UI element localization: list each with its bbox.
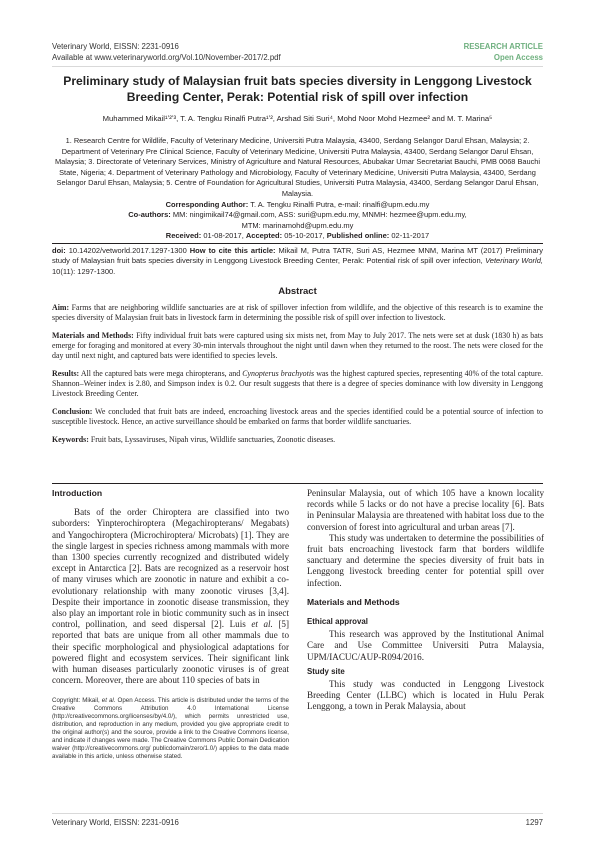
results-text-b: was the highest captured species, representing 40% of the total capture. Shannon–Weiner index is 2.80, and Simpson index is 0.2. Our result suggests that there is a degree of species dominance with low diversity in Lenggong Livestock Breeding Center. (52, 369, 543, 398)
cite-label: How to cite this article: (189, 246, 276, 255)
aim-label: Aim: (52, 303, 70, 312)
published-date: 02-11-2017 (391, 231, 430, 241)
cite-journal: Veterinary World, (485, 256, 543, 266)
article-type-block (464, 42, 543, 63)
copyright-etal: et al. (101, 697, 116, 704)
footer-journal: Veterinary World, EISSN: 2231-0916 (52, 818, 179, 827)
accepted-date: 05-10-2017, (284, 231, 325, 241)
methods-label: Materials and Methods: (52, 331, 134, 341)
page-number: 1297 (525, 818, 543, 827)
results-species: Cynopterus brachyotis (242, 369, 315, 379)
received-label: Received: (165, 231, 202, 241)
received-date: 01-08-2017, (203, 231, 244, 241)
doi-block (52, 246, 543, 277)
co-authors-label: Co-authors: (128, 210, 171, 220)
abstract-body (52, 303, 543, 453)
cite-tail: 10(11): 1297-1300. (52, 266, 116, 276)
published-label: Published online: (326, 231, 390, 241)
cite-text: Mikail M, Putra TATR, Suri AS, Hezmee MNM, Marina MT (2017) Preliminary study of Malaysian fruit bats species diversity in Lenggong Livestock Breeding Center, Perak: Potential risk of spill over infection, (52, 246, 543, 266)
abstract-conclusion (52, 407, 543, 427)
co-authors-text[interactable]: MM: ningimikail74@gmail.com, ASS: suri@upm.edu.my, MNMH: hezmee@upm.edu.my, (172, 210, 467, 220)
accepted-label: Accepted: (245, 231, 283, 241)
keywords-text: Fruit bats, Lyssaviruses, Nipah virus, Wildlife sanctuaries, Zoonotic diseases. (90, 435, 336, 445)
doi-divider (52, 243, 543, 244)
corresponding-author-text[interactable]: T. A. Tengku Rinalfi Putra, e-mail: rinalfi@upm.edu.my (250, 200, 430, 209)
copyright-b: Open Access. This article is distributed under the terms of the Creative Commons Attribution 4.0 International License (http://creativecommons.org/licenses/by/4.0/), which permits unrestricted use, distribution, and reproduction in any medium, provided you give appropriate credit to the original author(s) and the source, provide a link to the Creative Commons license, and indicate if changes were made. The Creative Commons Public Domain Dedication waiver (http://creativecommons.org/ publicdomain/zero/1.0/) applies to the data made available in this article, unless otherwise stated. (52, 697, 289, 760)
study-site-text: This study was conducted in Lenggong Livestock Breeding Center (LLBC) which is located in Hulu Perak Lenggong, a town in Perak Malaysia, about (307, 679, 544, 712)
introduction-heading: Introduction (52, 488, 103, 498)
aim-text: Farms that are neighboring wildlife sanctuaries are at risk of spillover infection from wildlife, and the objective of this research is to examine the species diversity of Malaysian fruit bats in livestock farm in determining the possible risk of spill over infection to livestock. (52, 303, 543, 322)
conclusion-text: We concluded that fruit bats are indeed, encroaching livestock areas and the species identified could be a potential source of infection to susceptible livestock. Hence, an active surveillance should be embarked on farms that border wildlife sanctuaries. (52, 407, 543, 427)
intro-paragraph-1-continued: Peninsular Malaysia, out of which 105 have a known locality records while 5 lacks or do not have a precise locality [6]. Bats in Peninsular Malaysia are threatened with habitat loss due to the conversion of forest into agricultural and urban areas [7]. (307, 488, 544, 532)
doi-label: doi: (52, 246, 66, 255)
intro-p1-b: [5] reported that bats are unique from all other mammals due to their specific morphological and physiological adaptations for powered flight and ecosystem services. Their significant link with human diseases particularly zoonotic viruses is of great concern. Moreover, there are about 110 species of bats in (52, 619, 290, 686)
study-site-heading: Study site (307, 666, 345, 676)
co-authors-line (52, 210, 543, 220)
intro-p1-a: Bats of the order Chiroptera are classified into two suborders: Yinpterochiroptera (Megachiropterans/ Megabats) and Yangochiroptera (Microchiroptera/ Microbats) [1]. They are the single largest in species richness among mammals with more than 1300 species currently recognized and distributed widely except in Antarctica [2]. Bats are recognized as a reservoir host of many viruses which are zoonotic in nature and exhibit a co-evolutionary relationship with many zoonotic viruses [3,4]. Despite their importance in zoonotic disease transmission, they also play an important role in biotic community such as in insect control, pollination, and seed dispersal [2]. Luis (52, 507, 289, 630)
abstract-keywords (52, 435, 543, 445)
keywords-label: Keywords: (52, 435, 89, 445)
header-divider (52, 66, 543, 67)
intro-paragraph-2: This study was undertaken to determine the possibilities of fruit bats encroaching livestock farm that borders wildlife sanctuary and determine the species diversity of fruit bats in Lenggong livestock breeding center for potential spill over infection. (307, 532, 544, 588)
open-access-label: Open Access (493, 52, 543, 62)
footer-divider (52, 813, 543, 814)
ethical-approval-heading: Ethical approval (307, 617, 368, 627)
abstract-divider (52, 483, 543, 484)
author-list: Muhammed Mikail¹ʼ²ʼ³, T. A. Tengku Rinalfi Putra¹ʼ², Arshad Siti Suri⁴, Mohd Noor Mohd Hezmee² and M. T. Marina⁵ (102, 114, 493, 123)
abstract-heading: Abstract (278, 286, 317, 297)
methods-heading: Materials and Methods (307, 596, 400, 607)
results-text-a: All the captured bats were mega chiropterans, and (80, 369, 241, 379)
paper-title: Preliminary study of Malaysian fruit bats species diversity in Lenggong Livestock Breeding Center, Perak: Potential risk of spill over infection (63, 74, 532, 104)
affiliations: 1. Research Centre for Wildlife, Faculty of Veterinary Medicine, Universiti Putra Malaysia, 43400, Serdang Selangor Darul Ehsan, Malaysia; 2. Department of Veterinary Pre Clinical Science, Faculty of Veterinary Medicine, Universiti Putra Malaysia, 43400, Serdang Selangor Darul Ehsan, Malaysia; 3. Directorate of Veterinary Services, Ministry of Agriculture and Natural Resources, Abubakar Umar Secretariat Bauchi, PMB 0068 Bauchi State, Nigeria; 4. Department of Veterinary Pathology and Microbiology, Faculty of Veterinary Medicine, Universiti Putra Malaysia, 43400, Serdang Selangor Darul Ehsan, Malaysia; 5. Centre of Foundation for Agricultural Studies, Universiti Putra Malaysia, 43400, Serdang Selangor Darul Ehsan, Malaysia. (54, 136, 541, 198)
article-type: RESEARCH ARTICLE (463, 42, 543, 51)
corresponding-author-label: Corresponding Author: (165, 200, 249, 209)
abstract-methods (52, 331, 543, 361)
contact-block (52, 200, 543, 242)
copyright-a: Copyright: Mikail, (52, 697, 100, 704)
methods-text: Fifty individual fruit bats were captured using six mists net, from May to July 2017. The nets were set at dusk (1830 h) as bats emerge for foraging and monitored at every 30-min intervals throughout the night until dawn when they returned to the roost. The nets were closed for the day until next night, and captured bats were identified to species levels. (52, 331, 543, 360)
co-authors-line-2[interactable]: MTM: marinamohd@upm.edu.my (241, 220, 354, 230)
right-column (307, 488, 544, 713)
intro-paragraph-1 (52, 507, 289, 686)
results-label: Results: (52, 369, 80, 379)
journal-line: Veterinary World, EISSN: 2231-0916 (52, 42, 179, 51)
dates-line (52, 231, 543, 241)
copyright-notice (52, 697, 289, 761)
intro-etal: et al. (251, 619, 273, 630)
left-column (52, 488, 289, 686)
doi-text[interactable]: 10.14202/vetworld.2017.1297-1300 (68, 246, 187, 255)
abstract-results (52, 369, 543, 399)
available-line[interactable]: Available at www.veterinaryworld.org/Vol.10/November-2017/2.pdf (52, 52, 281, 62)
ethical-approval-text: This research was approved by the Institutional Animal Care and Use Committee Universiti Putra Malaysia, UPM/IACUC/AUP-R094/2016. (307, 629, 544, 662)
corresponding-author-line (52, 200, 543, 210)
abstract-aim (52, 303, 543, 323)
conclusion-label: Conclusion: (52, 407, 93, 417)
journal-header (52, 42, 281, 63)
